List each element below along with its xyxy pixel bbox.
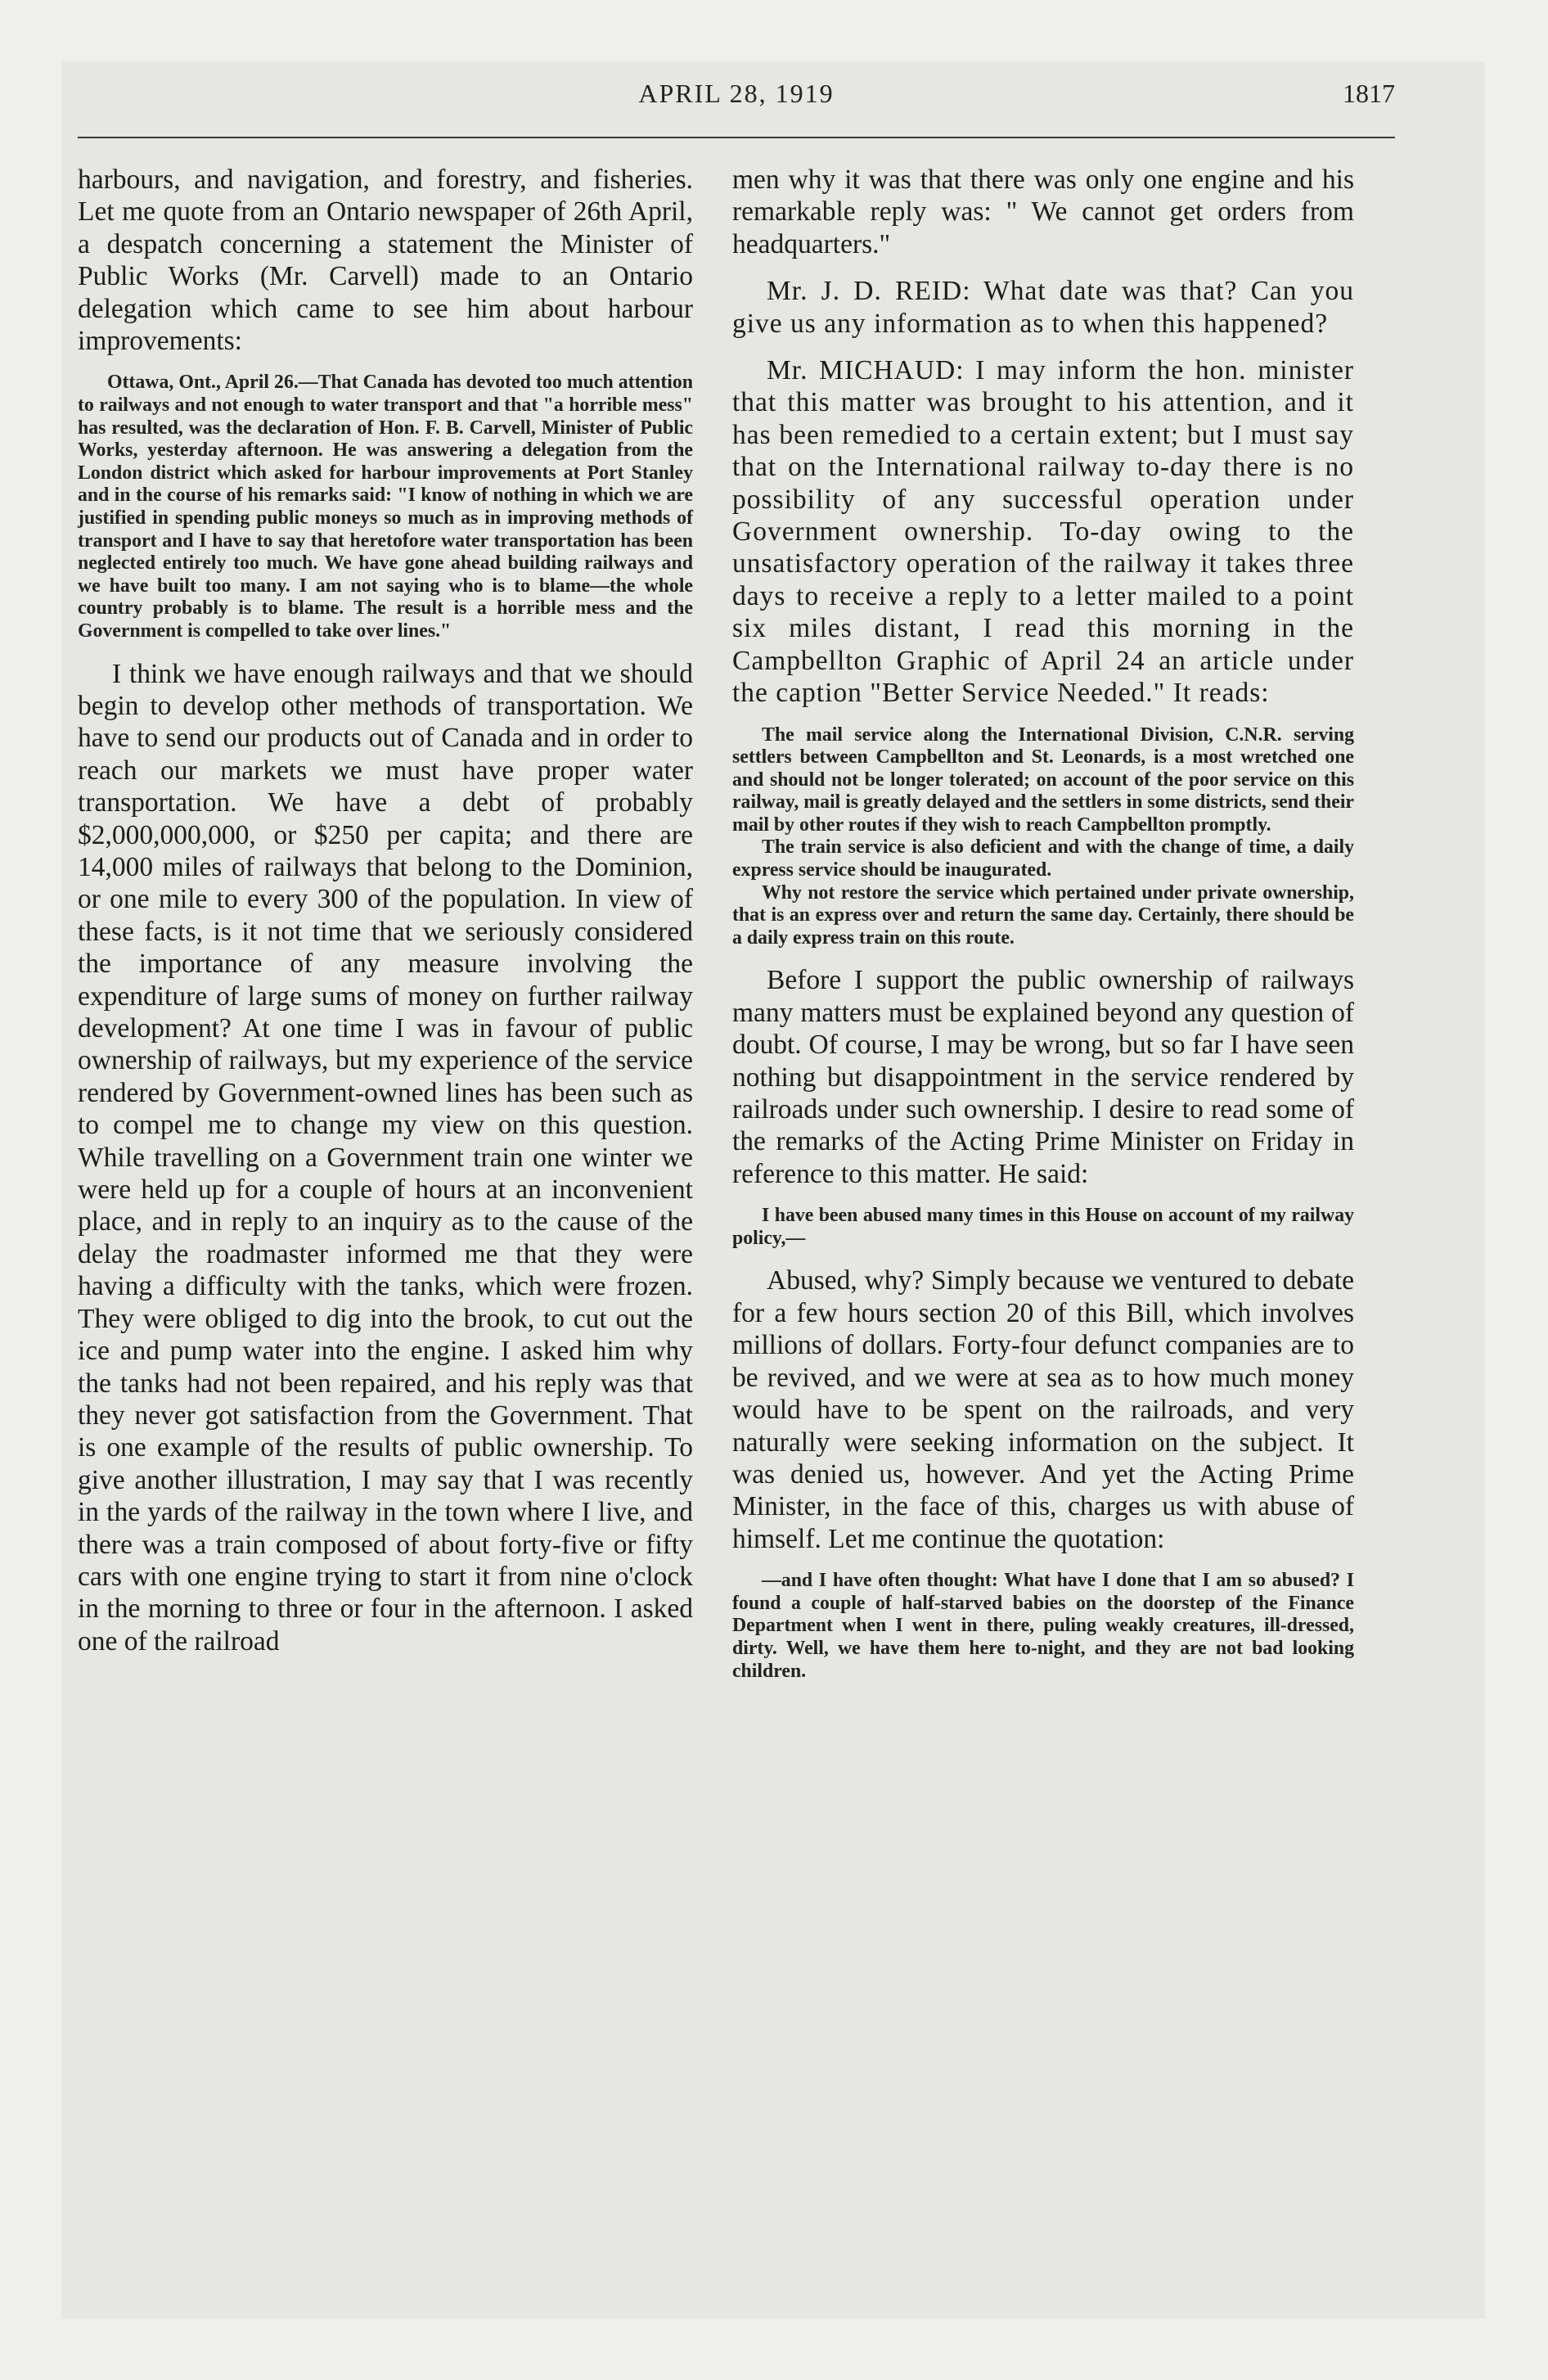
- left-paragraph-2: I think we have enough railways and that we should begin to develop other methods of transportation. We have to send our products out of Canada and in order to reach our markets we must have proper water transportation. We have a debt of probably $2,000,000,000, or $250 per capita; and there are 14,000 miles of railways that belong to the Dominion, or one mile to every 300 of the population. In view of these facts, is it not time that we seriously considered the importance of any measure involving the expenditure of large sums of money on further railway development? At one time I was in favour of public ownership of railways, but my experience of the service rendered by Government-owned lines has been such as to compel me to change my view on this question. While travelling on a Government train one winter we were held up for a couple of hours at an inconvenient place, and in reply to an inquiry as to the cause of the delay the roadmaster informed me that they were having a difficulty with the tanks, which were frozen. They were obliged to dig into the brook, to cut out the ice and pump water into the engine. I asked him why the tanks had not been repaired, and his reply was that they never got satisfaction from the Government. That is one example of the results of public ownership. To give another illustration, I may say that I was recently in the yards of the railway in the town where I live, and there was a train composed of about forty-five or fifty cars with one engine trying to start it from nine o'clock in the morning to three or four in the afternoon. I asked one of the railroad: [78, 658, 693, 1657]
- right-quote-restore-service: Why not restore the service which pertained under private ownership, that is an express over and return the same day. Certainly, there should be a daily express train on this route.: [732, 881, 1354, 949]
- header-date: APRIL 28, 1919: [638, 79, 835, 108]
- left-quote-ottawa-despatch: Ottawa, Ont., April 26.—That Canada has devoted too much attention to railways and not enough to water transport and that "a horrible mess" has resulted, was the declaration of Hon. F. B. Carvell, Minister of Public Works, yesterday afternoon. He was answering a delegation from the London district which asked for harbour improvements at Port Stanley and in the course of his remarks said: "I know of nothing in which we are justified in spending public moneys so much as in improving methods of transport and I have to say that heretofore water transportation has been neglected entirely too much. We have gone ahead building railways and we have built too many. I am not saying who is to blame—the whole country probably is to blame. The result is a horrible mess and the Government is compelled to take over lines.": [78, 372, 693, 642]
- left-paragraph-1: harbours, and navigation, and forestry, and fisheries. Let me quote from an Ontario newspaper of 26th April, a despatch concerning a statement the Minister of Public Works (Mr. Carvell) made to an Ontario delegation which came to see him about harbour improvements:: [78, 165, 693, 357]
- right-quote-mail-service: The mail service along the International Division, C.N.R. serving settlers between Campbellton and St. Leonards, is a most wretched one and should not be longer tolerated; on account of the poor service on this railway, mail is greatly delayed and the settlers in some districts, send their mail by other routes if they wish to reach Campbellton promptly.: [732, 723, 1354, 836]
- right-paragraph-1: men why it was that there was only one engine and his remarkable reply was: " We cannot get orders from headquarters.": [732, 165, 1354, 259]
- right-quote-abused: I have been abused many times in this House on account of my railway policy,—: [732, 1205, 1354, 1249]
- right-column: [732, 164, 1354, 1683]
- right-paragraph-4: Before I support the public ownership of railways many matters must be explained beyond any question of doubt. Of course, I may be wrong, but so far I have seen nothing but disappointment in the service rendered by railroads under such ownership. I desire to read some of the remarks of the Acting Prime Minister on Friday in reference to this matter. He said:: [732, 965, 1354, 1189]
- header-page-number: 1817: [1343, 79, 1395, 108]
- right-quote-babies: —and I have often thought: What have I done that I am so abused? I found a couple of half-starved babies on the doorstep of the Finance Department when I went in there, puling weakly creatures, ill-dressed, dirty. Well, we have them here to-night, and they are not bad looking children.: [732, 1570, 1354, 1682]
- header-rule: [78, 137, 1395, 138]
- right-paragraph-michaud: Mr. MICHAUD: I may inform the hon. minister that this matter was brought to his attention, and it has been remedied to a certain extent; but I must say that on the International railway to-day there is no possibility of any successful operation under Government ownership. To-day owing to the unsatisfactory operation of the railway it takes three days to receive a reply to a letter mailed to a point six miles distant, I read this morning in the Campbellton Graphic of April 24 an article under the caption "Better Service Needed." It reads:: [732, 355, 1354, 709]
- right-paragraph-reid: Mr. J. D. REID: What date was that? Can you give us any information as to when this happened?: [732, 276, 1354, 339]
- right-paragraph-5: Abused, why? Simply because we ventured to debate for a few hours section 20 of this Bill, which involves millions of dollars. Forty-four defunct companies are to be revived, and we were at sea as to how much money would have to be spent on the railroads, and very naturally were seeking information on the subject. It was denied us, however. And yet the Acting Prime Minister, in the face of this, charges us with abuse of himself. Let me continue the quotation:: [732, 1265, 1354, 1554]
- page-header: [78, 79, 1395, 128]
- right-quote-train-service: The train service is also deficient and with the change of time, a daily express service should be inaugurated.: [732, 836, 1354, 881]
- left-column: [78, 164, 693, 1657]
